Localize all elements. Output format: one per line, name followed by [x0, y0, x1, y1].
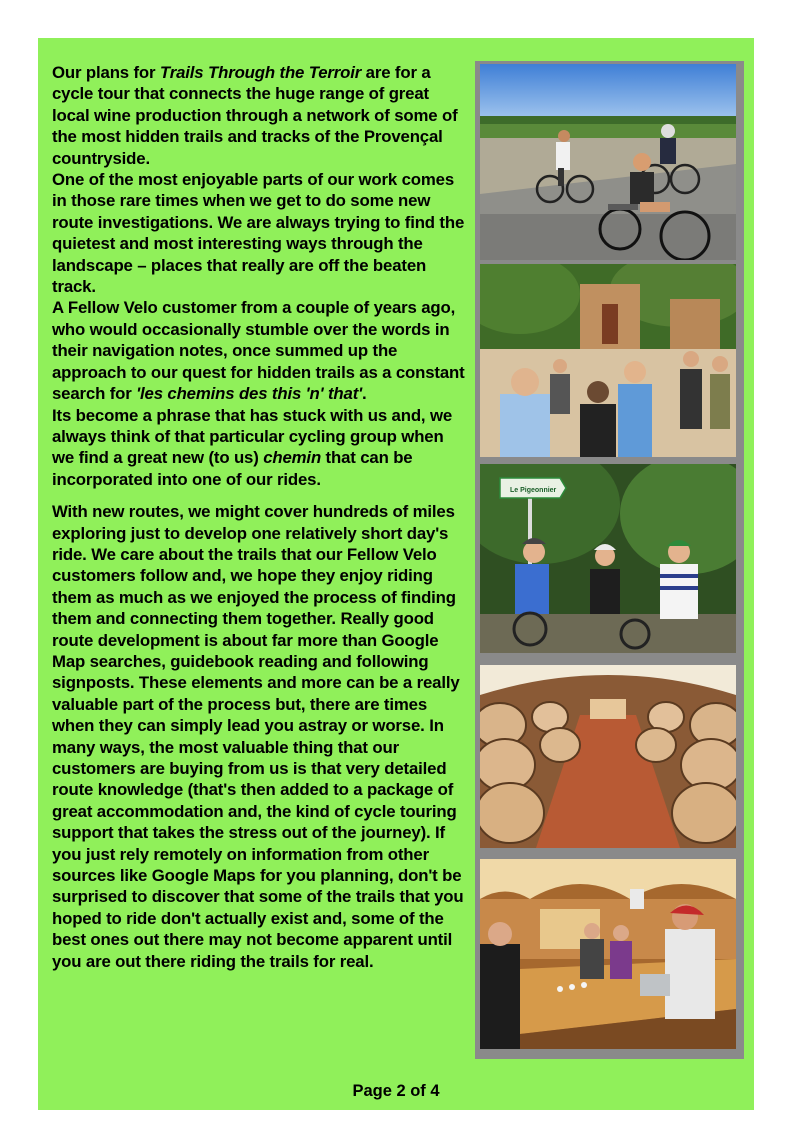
cyclists-on-road-photo — [480, 64, 736, 260]
quoted-phrase: 'les chemins des this 'n' that' — [136, 384, 362, 404]
wine-tasting-bar-photo — [480, 859, 736, 1049]
paragraph-customer-anecdote: A Fellow Velo customer from a couple of years ago, who would occasionally stumble over the words in their navigation notes, once summed up the approach to our quest for hidden trails as a constant search for 'les chemins des this 'n' that'. — [52, 298, 465, 404]
page-number: Page 2 of 4 — [352, 1082, 440, 1100]
article-body — [52, 62, 470, 972]
cyclists-at-signpost-photo — [480, 464, 736, 653]
paragraph-route-investigations: One of the most enjoyable parts of our work comes in those rare times when we get to do some new route investigations. We are always trying to find the quietest and most interesting ways through the landscape – places that really are off the beaten track. — [52, 170, 465, 297]
winery-tour-group-photo — [480, 264, 736, 457]
paragraph-intro: Our plans for Trails Through the Terroir are for a cycle tour that connects the huge range of great local wine production through a network of some of the most hidden trails and tracks of the Provençal countryside. — [52, 63, 458, 168]
chemin-word: chemin — [263, 448, 322, 468]
signpost-text: Le Pigeonnier — [510, 487, 557, 494]
photo-strip — [475, 61, 744, 1059]
page-panel — [38, 38, 754, 1110]
paragraph-route-development: With new routes, we might cover hundreds of miles exploring just to develop one relatively short day's ride. We care about the trails that our Fellow Velo customers follow and, we hope they enjoy riding them as much as we enjoyed the process of finding them and connecting them together. Really good route development is about far more than Google Map searches, guidebook reading and following signposts. These elements and more can be a really valuable part of the process but, there are times when they can simply lead you astray or worse. In many ways, the most valuable thing that our customers are buying from us is that very detailed route knowledge (that's then added to a package of great accommodation and, the kind of cycle touring support that takes the stress out of the journey). If you just rely remotely on information from other sources like Google Maps for you planning, don't be surprised to discover that some of the trails that you hoped to ride don't actually exist and, some of the best ones out there may not become apparent until you are out there riding the trails for real. — [52, 502, 464, 971]
paragraph-chemin: Its become a phrase that has stuck with us and, we always think of that particular cycling group when we find a great new (to us) chemin that can be incorporated into one of our rides. — [52, 405, 453, 489]
wine-barrel-cellar-photo — [480, 665, 736, 848]
tour-name: Trails Through the Terroir — [159, 63, 362, 82]
